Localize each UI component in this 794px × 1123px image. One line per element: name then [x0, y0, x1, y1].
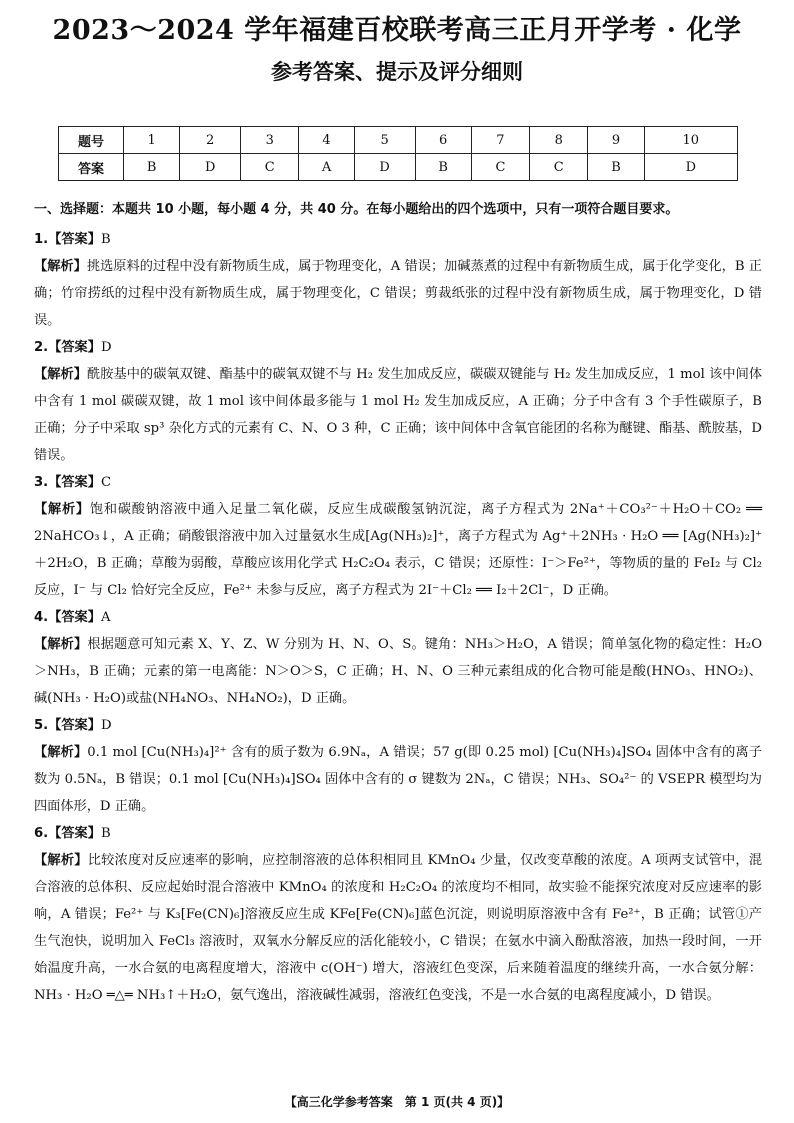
answer-value: B [100, 826, 111, 841]
answer-cell: C [530, 154, 588, 181]
question-answer-line [34, 712, 762, 739]
question-number-cell: 2 [180, 127, 241, 154]
question-number-cell: 9 [588, 127, 644, 154]
question-answer-line [34, 469, 762, 496]
answer-cell: C [471, 154, 529, 181]
explanation-label: 【解析】 [34, 259, 87, 274]
answer-cell: D [354, 154, 415, 181]
explanation [34, 631, 762, 712]
answer-table [58, 126, 738, 181]
question-block [34, 820, 762, 1009]
explanation-label: 【解析】 [34, 502, 90, 517]
explanation-text: 比较浓度对反应速率的影响，应控制溶液的总体积相同且 KMnO₄ 少量，仅改变草酸的浓度。A 项两支试管中，混合溶液的总体积、反应起始时混合溶液中 KMnO₄ 的浓度和 H₂C₂O₄ 的浓度均不相同，故实验不能探究浓度对反应速率的影响，A 错误；Fe²⁺ 与 K₃[Fe(CN)₆]溶液反应生成 KFe[Fe(CN)₆]蓝色沉淀，则说明原溶液中含有 Fe²⁺，B 正确；试管①产生气泡快，说明加入 FeCl₃ 溶液时，双氧水分解反应的活化能较小，C 错误；在氨水中滴入酚酞溶液，加热一段时间，一开始温度升高，一水合氨的电离程度增大，溶液中 c(OH⁻) 增大，溶液红色变深，后来随着温度的继续升高，一水合氨分解：NH₃ · H₂O ═△═ NH₃↑＋H₂O，氨气逸出，溶液碱性减弱，溶液红色变浅，不是一水合氨的电离程度减小，D 错误。 [34, 853, 763, 1003]
page-footer: 【高三化学参考答案 第 1 页(共 4 页)】 [284, 1095, 510, 1109]
explanation-text: 0.1 mol [Cu(NH₃)₄]²⁺ 含有的质子数为 6.9Nₐ，A 错误；57 g(即 0.25 mol) [Cu(NH₃)₄]SO₄ 固体中含有的离子数为 0.5Nₐ，B 错误；0.1 mol [Cu(NH₃)₄]SO₄ 固体中含有的 σ 键数为 2Nₐ，C 错误；NH₃、SO₄²⁻ 的 VSEPR 模型均为四面体形，D 正确。 [34, 745, 762, 814]
question-answer-line [34, 604, 762, 631]
answer-label: 【答案】 [48, 475, 101, 490]
page-subtitle: 参考答案、提示及评分细则 [271, 59, 523, 84]
answer-cell: A [299, 154, 354, 181]
answer-table-row-label: 答案 [59, 154, 124, 181]
answer-label: 【答案】 [48, 610, 101, 625]
question-number-cell: 7 [471, 127, 529, 154]
explanation [34, 361, 762, 469]
explanation-text: 根据题意可知元素 X、Y、Z、W 分别为 H、N、O、S。键角：NH₃＞H₂O，A 错误；简单氢化物的稳定性：H₂O＞NH₃，B 正确；元素的第一电离能：N＞O＞S，C 正确；H、N、O 三种元素组成的化合物可能是酸(HNO₃、HNO₂)、碱(NH₃ · H₂O)或盐(NH₄NO₃、NH₄NO₂)，D 正确。 [34, 637, 763, 706]
answer-label: 【答案】 [48, 340, 101, 355]
question-answer-line [34, 334, 762, 361]
answer-table-number-row [59, 127, 738, 154]
answer-explanations [34, 226, 762, 1009]
answer-cell: C [241, 154, 299, 181]
question-block [34, 226, 762, 334]
question-number-cell: 10 [644, 127, 737, 154]
question-block [34, 712, 762, 820]
question-number-cell: 1 [124, 127, 180, 154]
explanation-text: 挑选原料的过程中没有新物质生成，属于物理变化，A 错误；加碱蒸煮的过程中有新物质生成，属于化学变化，B 正确；竹帘捞纸的过程中没有新物质生成，属于物理变化，C 错误；剪裁纸张的过程中没有新物质生成，属于物理变化，D 错误。 [34, 259, 762, 328]
explanation [34, 739, 762, 820]
question-number-cell: 5 [354, 127, 415, 154]
answer-label: 【答案】 [48, 826, 101, 841]
question-number: 2. [34, 340, 49, 355]
answer-cell: B [124, 154, 180, 181]
question-number: 4. [34, 610, 49, 625]
explanation-text: 酰胺基中的碳氧双键、酯基中的碳氧双键不与 H₂ 发生加成反应，碳碳双键能与 H₂ 发生加成反应，1 mol 该中间体中含有 1 mol 碳碳双键，故 1 mol 该中间体最多能与 1 mol H₂ 发生加成反应，A 正确；分子中含有 3 个手性碳原子，B 正确；分子中采取 sp³ 杂化方式的元素有 C、N、O 3 种，C 正确；该中间体中含氧官能团的名称为醚键、酯基、酰胺基，D 错误。 [34, 367, 762, 463]
answer-table-row-label: 题号 [59, 127, 124, 154]
section-heading: 一、选择题：本题共 10 小题，每小题 4 分，共 40 分。在每小题给出的四个选项中，只有一项符合题目要求。 [34, 202, 679, 217]
answer-value: A [100, 610, 111, 625]
answer-value: D [100, 340, 112, 355]
answer-label: 【答案】 [48, 718, 101, 733]
question-number-cell: 4 [299, 127, 354, 154]
question-number: 6. [34, 826, 49, 841]
question-number: 3. [34, 475, 49, 490]
explanation-label: 【解析】 [34, 637, 88, 652]
page-title: 2023～2024 学年福建百校联考高三正月开学考 · 化学 [52, 15, 742, 46]
answer-value: D [100, 718, 112, 733]
question-number-cell: 8 [530, 127, 588, 154]
explanation [34, 253, 762, 334]
question-block [34, 604, 762, 712]
question-block [34, 334, 762, 469]
question-number: 1. [34, 232, 49, 247]
explanation-text: 饱和碳酸钠溶液中通入足量二氧化碳，反应生成碳酸氢钠沉淀，离子方程式为 2Na⁺＋CO₃²⁻＋H₂O＋CO₂ ══ 2NaHCO₃↓，A 正确；硝酸银溶液中加入过量氨水生成[Ag(NH₃)₂]⁺，离子方程式为 Ag⁺＋2NH₃ · H₂O ══ [Ag(NH₃)₂]⁺＋2H₂O，B 正确；草酸为弱酸，草酸应该用化学式 H₂C₂O₄ 表示，C 错误；还原性：I⁻＞Fe²⁺，等物质的量的 FeI₂ 与 Cl₂ 反应，I⁻ 与 Cl₂ 恰好完全反应，Fe²⁺ 未参与反应，离子方程式为 2I⁻＋Cl₂ ══ I₂＋2Cl⁻，D 正确。 [34, 502, 763, 598]
answer-cell: D [180, 154, 241, 181]
question-number-cell: 6 [415, 127, 471, 154]
answer-label: 【答案】 [48, 232, 101, 247]
explanation [34, 496, 762, 604]
explanation [34, 847, 762, 1009]
question-answer-line [34, 226, 762, 253]
explanation-label: 【解析】 [34, 367, 87, 382]
question-number-cell: 3 [241, 127, 299, 154]
answer-cell: B [588, 154, 644, 181]
explanation-label: 【解析】 [34, 853, 88, 868]
question-answer-line [34, 820, 762, 847]
answer-value: C [100, 475, 112, 490]
question-block [34, 469, 762, 604]
answer-value: B [100, 232, 111, 247]
answer-cell: D [644, 154, 737, 181]
answer-cell: B [415, 154, 471, 181]
explanation-label: 【解析】 [34, 745, 88, 760]
answer-table-answer-row [59, 154, 738, 181]
question-number: 5. [34, 718, 49, 733]
